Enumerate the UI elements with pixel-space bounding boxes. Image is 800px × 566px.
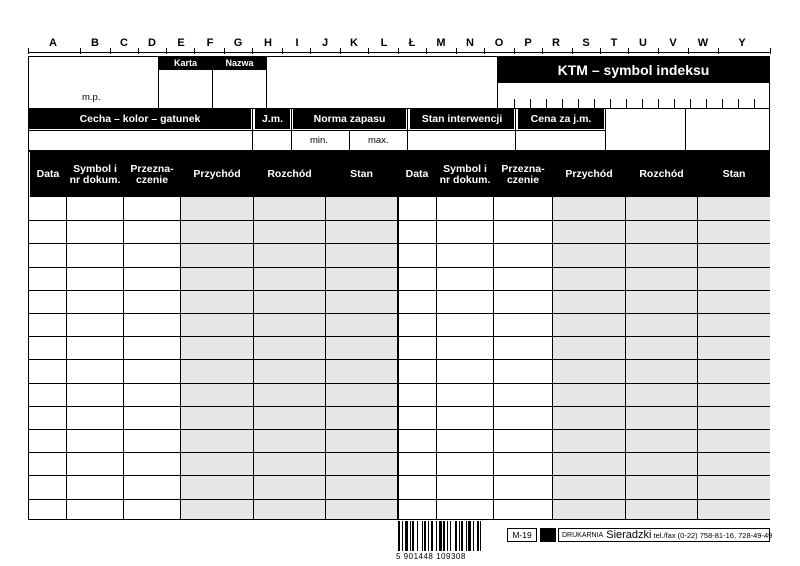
column-header-10: Rozchód — [626, 152, 697, 197]
jm-label: J.m. — [255, 109, 290, 129]
column-letter-4: E — [177, 37, 185, 49]
printer-logo-icon — [540, 528, 556, 542]
column-letter-20: U — [639, 37, 647, 49]
column-letter-18: S — [582, 37, 590, 49]
barcode — [398, 521, 508, 553]
cecha-label: Cecha – kolor – gatunek — [29, 109, 251, 129]
column-letter-23: Y — [738, 37, 746, 49]
cena-label: Cena za j.m. — [518, 109, 604, 129]
printer-name: Sieradzki — [606, 529, 652, 541]
column-letter-19: T — [610, 37, 618, 49]
column-header-7: Symbol i nr dokum. — [437, 152, 493, 197]
column-header-8: Przezna- czenie — [494, 152, 552, 197]
ktm-label: KTM – symbol indeksu — [498, 57, 769, 83]
column-letter-16: P — [524, 37, 532, 49]
column-letter-3: D — [148, 37, 156, 49]
column-header-5: Stan — [326, 152, 397, 197]
column-letter-1: B — [91, 37, 99, 49]
printer-prefix: DRUKARNIA — [562, 531, 604, 539]
column-header-6: Data — [398, 152, 436, 197]
min-label: min. — [310, 135, 328, 146]
karta-label: Karta — [159, 57, 212, 70]
column-letter-13: M — [436, 37, 446, 49]
column-header-0: Data — [30, 152, 66, 197]
column-letter-12: Ł — [408, 37, 416, 49]
column-letter-10: K — [350, 37, 358, 49]
column-letter-6: G — [233, 37, 243, 49]
barcode-number: 5 901448 109308 — [396, 552, 466, 561]
nazwa-label: Nazwa — [213, 57, 266, 70]
form-code: M-19 — [507, 528, 537, 542]
column-letter-14: N — [466, 37, 474, 49]
column-letter-21: V — [669, 37, 677, 49]
column-letter-9: J — [321, 37, 329, 49]
stan-interwencji-label: Stan interwencji — [410, 109, 514, 129]
column-letter-2: C — [120, 37, 128, 49]
column-header-3: Przychód — [181, 152, 253, 197]
column-letter-11: L — [380, 37, 388, 49]
column-letter-8: I — [295, 37, 299, 49]
column-letters-ruler — [28, 35, 770, 53]
column-letter-7: H — [264, 37, 272, 49]
main-table — [28, 151, 770, 520]
mp-label: m.p. — [82, 92, 101, 103]
column-letter-5: F — [206, 37, 214, 49]
column-letter-22: W — [697, 37, 709, 49]
max-label: max. — [368, 135, 389, 146]
column-letter-15: O — [494, 37, 504, 49]
norma-label: Norma zapasu — [293, 109, 406, 129]
column-header-2: Przezna- czenie — [124, 152, 180, 197]
column-header-1: Symbol i nr dokum. — [67, 152, 123, 197]
column-letter-0: A — [49, 37, 57, 49]
printer-info — [558, 528, 773, 542]
column-header-4: Rozchód — [254, 152, 325, 197]
printer-phone: tel./fax (0-22) 758-81-16, 728-49-49 — [653, 530, 773, 540]
ktm-digit-boxes — [498, 83, 769, 109]
column-header-11: Stan — [698, 152, 770, 197]
column-letter-17: R — [552, 37, 560, 49]
column-header-9: Przychód — [553, 152, 625, 197]
